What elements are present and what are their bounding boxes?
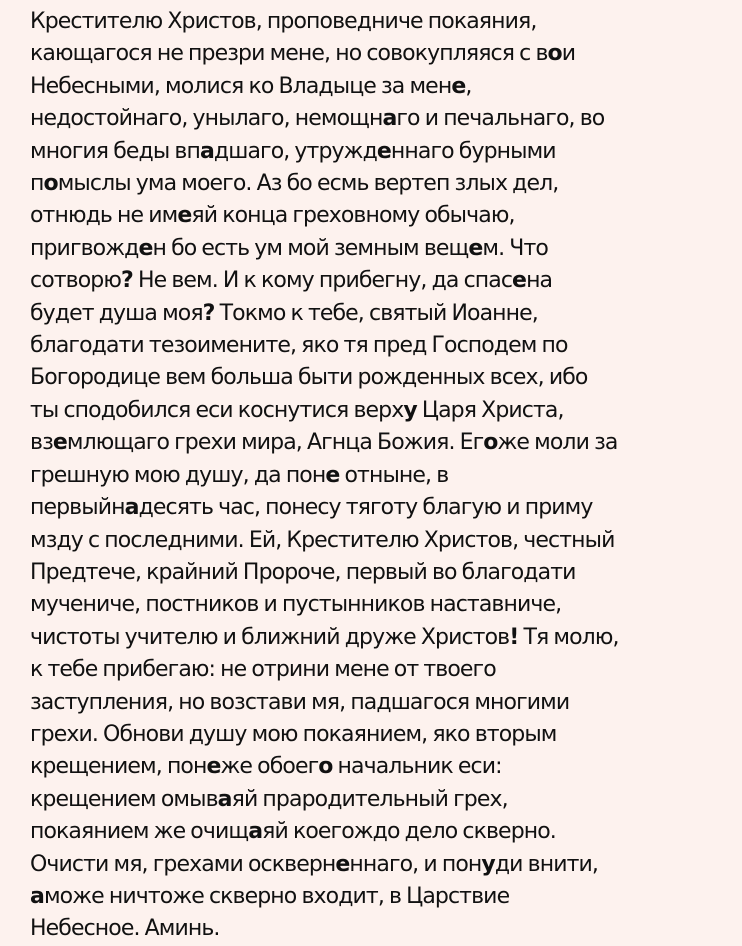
text-segment: покаянием же очищ xyxy=(30,819,249,845)
stress-mark: е xyxy=(376,138,391,164)
text-segment: десять час, понесу тяготу благую и приму xyxy=(138,495,593,521)
stress-mark: о xyxy=(318,754,333,780)
text-segment: Крестителю Христов, проповедниче покаяния, xyxy=(30,9,537,34)
stress-mark: а xyxy=(217,786,232,812)
text-line xyxy=(30,38,736,70)
text-line xyxy=(30,751,736,783)
text-line xyxy=(30,6,736,38)
stress-mark: а xyxy=(382,106,397,132)
stress-mark: а xyxy=(248,819,263,845)
text-segment: Очисти мя, грехами оскверн xyxy=(30,851,336,877)
text-segment: же обоег xyxy=(220,754,319,780)
text-segment: п xyxy=(30,171,44,197)
text-line xyxy=(30,427,736,459)
text-segment: , xyxy=(465,73,472,99)
stress-mark: а xyxy=(124,495,139,521)
text-line xyxy=(30,395,736,427)
text-segment: Царя Христа, xyxy=(416,397,564,423)
text-segment: ннаго бурными xyxy=(390,138,556,164)
text-line xyxy=(30,330,736,362)
text-segment: яй коегождо дело скверно. xyxy=(262,819,556,845)
stress-mark: е xyxy=(138,235,153,261)
text-segment: и xyxy=(561,41,576,67)
text-line xyxy=(30,784,736,816)
text-line xyxy=(30,71,736,103)
text-segment: пригвожд xyxy=(30,235,139,261)
stress-mark: о xyxy=(43,171,58,197)
stress-mark: е xyxy=(451,73,466,99)
text-line xyxy=(30,362,736,394)
text-segment: начальник еси: xyxy=(332,754,502,780)
text-segment: може ничтоже скверно входит, в Царствие xyxy=(43,883,510,909)
text-line xyxy=(30,849,736,881)
text-line xyxy=(30,265,736,297)
text-line xyxy=(30,136,736,168)
text-segment: благодати тезоимените, яко тя пред Господем по xyxy=(30,333,568,359)
text-line xyxy=(30,816,736,848)
text-segment: яй прародительный грех, xyxy=(231,786,508,812)
text-segment: сотворю xyxy=(30,268,121,294)
stress-mark: у xyxy=(403,397,417,423)
text-line xyxy=(30,168,736,200)
stress-mark: е xyxy=(325,462,340,488)
text-segment: Богородице вем больша быти рожденных всех, ибо xyxy=(30,365,588,391)
stress-mark: о xyxy=(547,41,562,67)
stress-mark: ? xyxy=(120,268,133,294)
text-segment: вз xyxy=(30,430,53,456)
text-segment: многия беды вп xyxy=(30,138,200,164)
text-segment: ди внити, xyxy=(494,851,598,877)
text-segment: грехи. Обнови душу мою покаянием, яко вторым xyxy=(30,721,557,747)
text-line xyxy=(30,913,736,945)
text-segment: го и печальнаго, во xyxy=(396,106,605,132)
text-segment: грешную мою душу, да пон xyxy=(30,462,326,488)
text-segment: крещением, пон xyxy=(30,754,207,780)
text-segment: млющаго грехи мира, Агнца Божия. Ег xyxy=(66,430,484,456)
text-line xyxy=(30,200,736,232)
text-segment: мучениче, постников и пустынников наставниче, xyxy=(30,592,562,618)
text-line xyxy=(30,589,736,621)
text-segment: отныне, в xyxy=(339,462,449,488)
text-segment: же моли за xyxy=(497,430,618,456)
text-line xyxy=(30,557,736,589)
text-line xyxy=(30,654,736,686)
prayer-text xyxy=(30,6,736,946)
text-line xyxy=(30,719,736,751)
text-segment: яй конца греховному обычаю, xyxy=(191,203,515,229)
text-segment: мзду с последними. Ей, Крестителю Христов, честный xyxy=(30,527,615,553)
text-segment: Не вем. И к кому прибегну, да спас xyxy=(132,268,513,294)
text-segment: недостойнаго, унылаго, немощн xyxy=(30,106,383,132)
text-line xyxy=(30,103,736,135)
stress-mark: ? xyxy=(202,300,215,326)
stress-mark: о xyxy=(483,430,498,456)
text-line xyxy=(30,460,736,492)
text-segment: отнюдь не им xyxy=(30,203,178,229)
text-segment: кающагося не презри мене, но совокупляяся с в xyxy=(30,41,548,67)
text-segment: крещением омыв xyxy=(30,786,218,812)
text-segment: н бо есть ум мой земным вещ xyxy=(152,235,469,261)
stress-mark: е xyxy=(468,235,483,261)
text-segment: Небесными, молися ко Владыце за мен xyxy=(30,73,452,99)
text-line xyxy=(30,492,736,524)
text-segment: дшаго, утружд xyxy=(213,138,377,164)
stress-mark: е xyxy=(206,754,221,780)
text-segment: к тебе прибегаю: не отрини мене от твоего xyxy=(30,657,496,683)
text-line xyxy=(30,525,736,557)
text-line xyxy=(30,233,736,265)
text-line xyxy=(30,298,736,330)
stress-mark: а xyxy=(30,883,44,909)
text-segment: Предтече, крайний Пророче, первый во благодати xyxy=(30,559,576,585)
stress-mark: у xyxy=(481,851,495,877)
text-line xyxy=(30,881,736,913)
text-segment: мыслы ума моего. Аз бо есмь вертеп злых дел, xyxy=(57,171,559,197)
stress-mark: а xyxy=(199,138,214,164)
stress-mark: е xyxy=(512,268,527,294)
text-segment: ннаго, и пон xyxy=(349,851,482,877)
stress-mark: е xyxy=(52,430,67,456)
text-segment: м. Что xyxy=(482,235,548,261)
text-segment: Небесное. Аминь. xyxy=(30,916,220,942)
text-segment: будет душа моя xyxy=(30,300,203,326)
stress-mark: ! xyxy=(509,624,519,650)
text-segment: ты сподобился еси коснутися верх xyxy=(30,397,404,423)
text-line xyxy=(30,622,736,654)
text-segment: заступления, но возстави мя, падшагося многими xyxy=(30,689,570,715)
text-segment: первыйн xyxy=(30,495,125,521)
text-segment: на xyxy=(526,268,553,294)
text-segment: Токмо к тебе, святый Иоанне, xyxy=(214,300,538,326)
stress-mark: е xyxy=(177,203,192,229)
text-segment: чистоты учителю и ближний друже Христов xyxy=(30,624,510,650)
text-segment: Тя молю, xyxy=(518,624,619,650)
stress-mark: е xyxy=(335,851,350,877)
text-line xyxy=(30,687,736,719)
